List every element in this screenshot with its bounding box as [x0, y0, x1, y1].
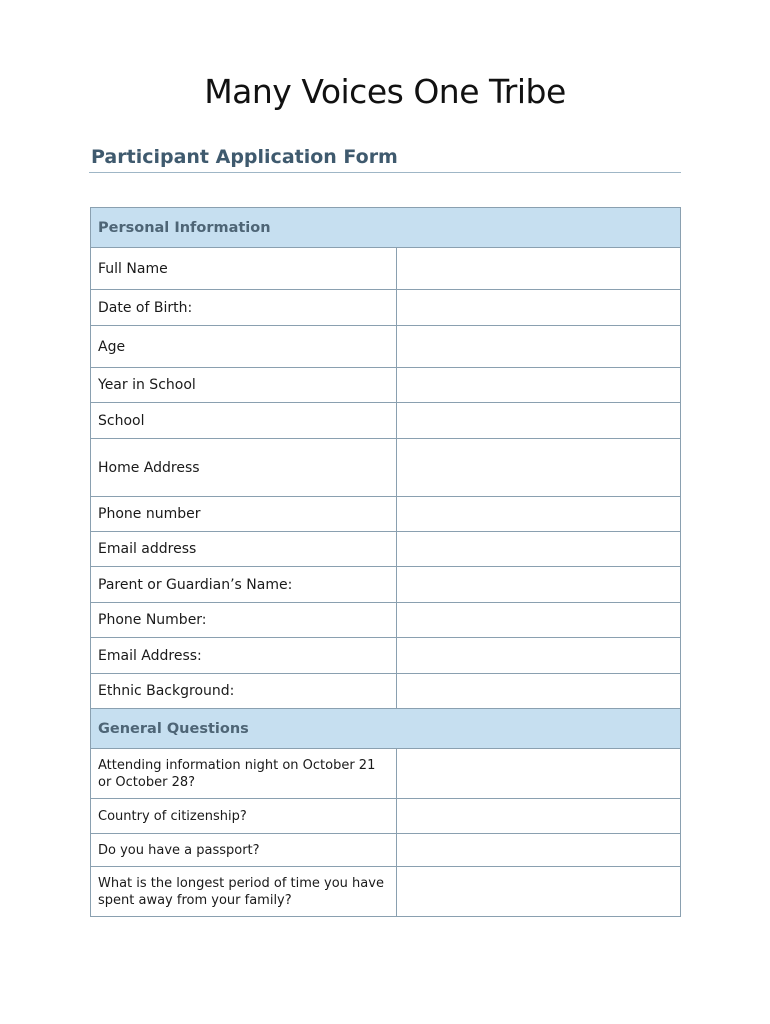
- subtitle-divider: [89, 172, 681, 173]
- application-form-table: [90, 207, 681, 917]
- section-heading-general: General Questions: [91, 709, 681, 749]
- home-address-field[interactable]: [397, 439, 681, 497]
- form-row: [91, 403, 681, 439]
- field-label-school: School: [91, 403, 397, 439]
- form-row: [91, 799, 681, 834]
- form-subtitle: Participant Application Form: [91, 146, 398, 168]
- information-night-field[interactable]: [397, 749, 681, 799]
- section-header-personal: [91, 208, 681, 248]
- date-of-birth-field[interactable]: [397, 290, 681, 326]
- field-label-email-address: Email address: [91, 532, 397, 567]
- form-row: [91, 326, 681, 368]
- school-field[interactable]: [397, 403, 681, 439]
- section-header-general: [91, 709, 681, 749]
- guardian-phone-field[interactable]: [397, 603, 681, 638]
- form-row: [91, 749, 681, 799]
- form-row: [91, 290, 681, 326]
- form-row: [91, 248, 681, 290]
- field-label-phone-number: Phone number: [91, 497, 397, 532]
- email-address-field[interactable]: [397, 532, 681, 567]
- guardian-name-field[interactable]: [397, 567, 681, 603]
- field-label-time-away: What is the longest period of time you have spent away from your family?: [91, 867, 397, 917]
- full-name-field[interactable]: [397, 248, 681, 290]
- form-row: [91, 567, 681, 603]
- field-label-ethnic-background: Ethnic Background:: [91, 674, 397, 709]
- form-row: [91, 439, 681, 497]
- field-label-year-in-school: Year in School: [91, 368, 397, 403]
- age-field[interactable]: [397, 326, 681, 368]
- phone-number-field[interactable]: [397, 497, 681, 532]
- form-row: [91, 497, 681, 532]
- field-label-home-address: Home Address: [91, 439, 397, 497]
- field-label-guardian-name: Parent or Guardian’s Name:: [91, 567, 397, 603]
- field-label-age: Age: [91, 326, 397, 368]
- field-label-information-night: Attending information night on October 21 or October 28?: [91, 749, 397, 799]
- field-label-passport: Do you have a passport?: [91, 834, 397, 867]
- form-row: [91, 638, 681, 674]
- citizenship-field[interactable]: [397, 799, 681, 834]
- form-row: [91, 867, 681, 917]
- time-away-field[interactable]: [397, 867, 681, 917]
- form-row: [91, 674, 681, 709]
- form-row: [91, 603, 681, 638]
- field-label-guardian-email: Email Address:: [91, 638, 397, 674]
- section-heading-personal: Personal Information: [91, 208, 681, 248]
- form-row: [91, 532, 681, 567]
- field-label-full-name: Full Name: [91, 248, 397, 290]
- form-row: [91, 368, 681, 403]
- form-row: [91, 834, 681, 867]
- field-label-date-of-birth: Date of Birth:: [91, 290, 397, 326]
- document-title: Many Voices One Tribe: [204, 72, 566, 111]
- guardian-email-field[interactable]: [397, 638, 681, 674]
- passport-field[interactable]: [397, 834, 681, 867]
- ethnic-background-field[interactable]: [397, 674, 681, 709]
- year-in-school-field[interactable]: [397, 368, 681, 403]
- field-label-guardian-phone: Phone Number:: [91, 603, 397, 638]
- field-label-citizenship: Country of citizenship?: [91, 799, 397, 834]
